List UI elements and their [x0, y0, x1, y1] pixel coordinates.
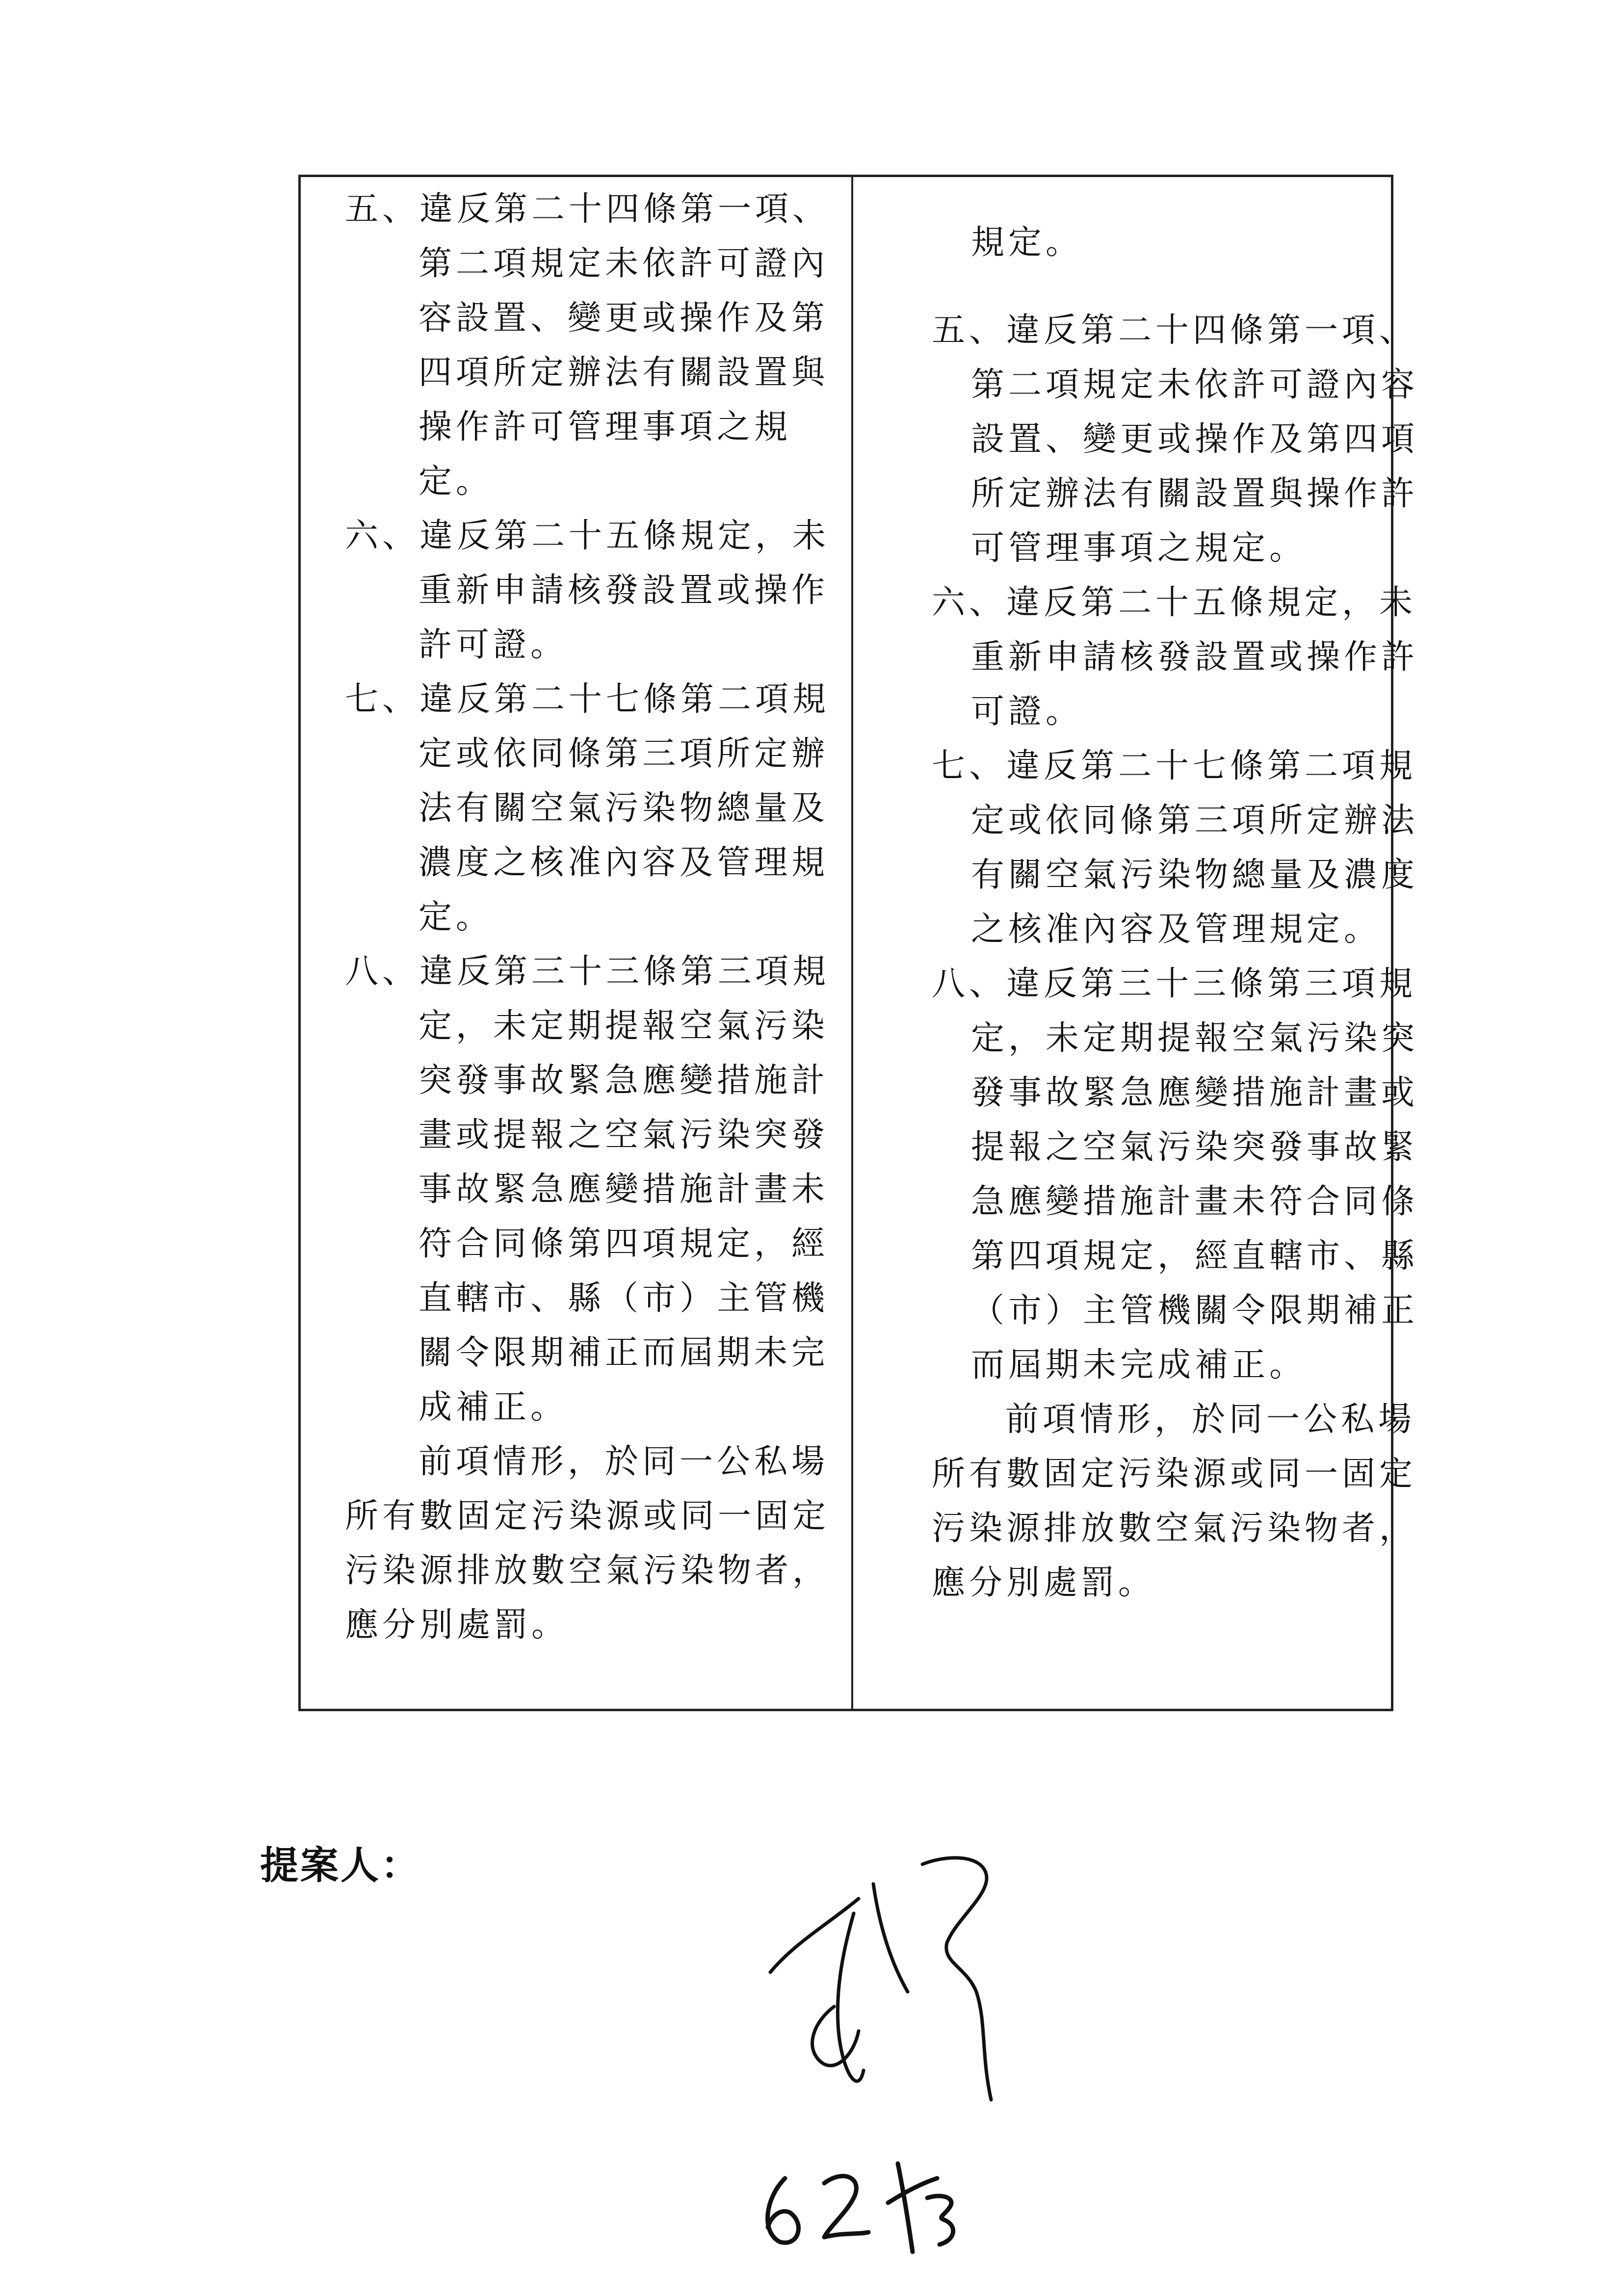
left-column-text — [345, 182, 840, 1704]
left-item-5: 五、違反第二十四條第一項、第二項規定未依許可證內容設置、變更或操作及第四項所定辦法有關設置與操作許可管理事項之規定。 — [345, 190, 830, 501]
left-item-8: 八、違反第三十三條第三項規定，未定期提報空氣污染突發事故緊急應變措施計畫或提報之空氣污染突發事故緊急應變措施計畫未符合同條第四項規定，經直轄市、縣（市）主管機關令限期補正而屆期未完成補正。 — [345, 952, 830, 1427]
left-column — [301, 177, 853, 1709]
comparison-table — [298, 175, 1419, 1711]
right-item-6: 六、違反第二十五條規定，未重新申請核發設置或操作許可證。 — [932, 583, 1419, 731]
right-item-7: 七、違反第二十七條第二項規定或依同條第三項所定辦法有關空氣污染物總量及濃度之核准內容及管理規定。 — [932, 747, 1419, 949]
handwritten-page-mark — [751, 2144, 986, 2262]
right-column-text — [932, 182, 1422, 1704]
handwritten-signature — [760, 1845, 1104, 2139]
right-closing-paragraph: 前項情形，於同一公私場所有數固定污染源或同一固定污染源排放數空氣污染物者，應分別處罰。 — [932, 1400, 1417, 1602]
right-continuation: 規定。 — [971, 223, 1083, 262]
proposer-label: 提案人： — [260, 1844, 421, 1888]
right-column — [853, 177, 1419, 1709]
left-item-6: 六、違反第二十五條規定，未重新申請核發設置或操作許可證。 — [345, 517, 830, 664]
right-item-8: 八、違反第三十三條第三項規定，未定期提報空氣污染突發事故緊急應變措施計畫或提報之空氣污染突發事故緊急應變措施計畫未符合同條第四項規定，經直轄市、縣（市）主管機關令限期補正而屆期未完成補正。 — [932, 965, 1419, 1384]
left-closing-paragraph: 前項情形，於同一公私場所有數固定污染源或同一固定污染源排放數空氣污染物者，應分別處罰。 — [345, 1442, 830, 1644]
right-item-5: 五、違反第二十四條第一項、第二項規定未依許可證內容設置、變更或操作及第四項所定辦法有關設置與操作許可管理事項之規定。 — [932, 311, 1419, 568]
left-item-7: 七、違反第二十七條第二項規定或依同條第三項所定辦法有關空氣污染物總量及濃度之核准內容及管理規定。 — [345, 680, 830, 937]
